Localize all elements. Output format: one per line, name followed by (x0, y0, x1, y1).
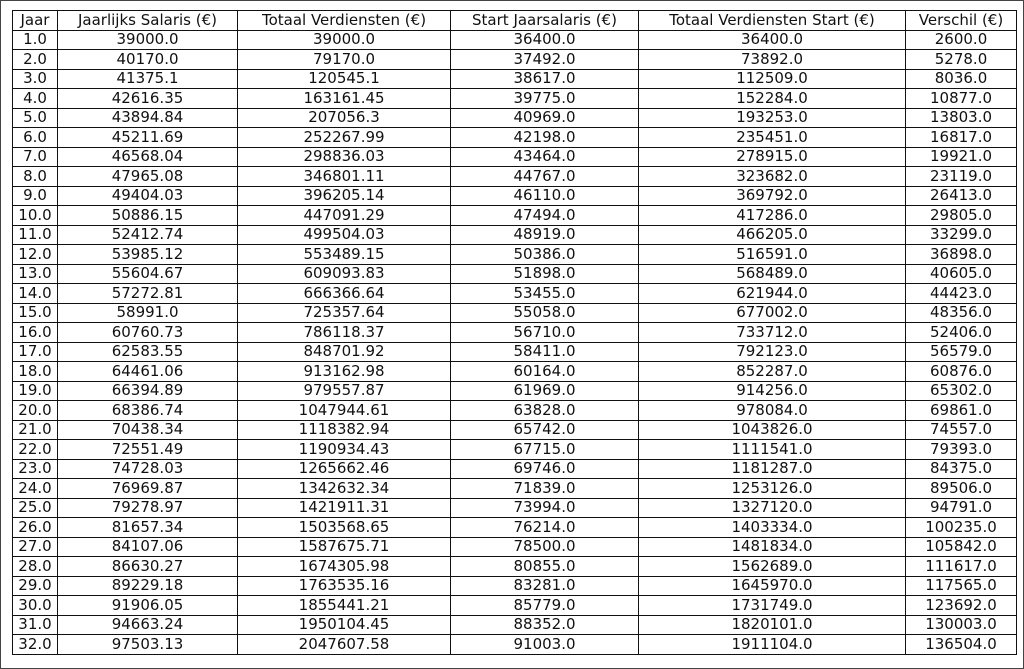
table-cell: 65742.0 (451, 420, 639, 440)
table-cell: 48919.0 (451, 225, 639, 245)
table-cell: 42198.0 (451, 128, 639, 148)
table-row (13, 537, 1017, 557)
table-cell: 38617.0 (451, 69, 639, 89)
table-header-row (13, 11, 1017, 31)
table-cell: 1190934.43 (238, 440, 451, 460)
table-cell: 60760.73 (58, 323, 238, 343)
table-cell: 120545.1 (238, 69, 451, 89)
salary-comparison-table (12, 10, 1017, 655)
table-row (13, 381, 1017, 401)
table-cell: 57272.81 (58, 284, 238, 304)
table-cell: 22.0 (13, 440, 58, 460)
table-cell: 323682.0 (639, 167, 906, 187)
table-cell: 79393.0 (906, 440, 1017, 460)
table-cell: 45211.69 (58, 128, 238, 148)
table-cell: 66394.89 (58, 381, 238, 401)
table-cell: 10.0 (13, 206, 58, 226)
table-cell: 28.0 (13, 557, 58, 577)
table-cell: 70438.34 (58, 420, 238, 440)
table-cell: 36898.0 (906, 245, 1017, 265)
table-cell: 64461.06 (58, 362, 238, 382)
table-cell: 73892.0 (639, 50, 906, 70)
table-cell: 677002.0 (639, 303, 906, 323)
table-cell: 852287.0 (639, 362, 906, 382)
table-cell: 346801.11 (238, 167, 451, 187)
table-cell: 193253.0 (639, 108, 906, 128)
table-cell: 56579.0 (906, 342, 1017, 362)
table-cell: 69861.0 (906, 401, 1017, 421)
table-cell: 1047944.61 (238, 401, 451, 421)
table-cell: 40969.0 (451, 108, 639, 128)
table-cell: 278915.0 (639, 147, 906, 167)
table-cell: 786118.37 (238, 323, 451, 343)
table-row (13, 342, 1017, 362)
table-cell: 46568.04 (58, 147, 238, 167)
table-row (13, 245, 1017, 265)
table-row (13, 69, 1017, 89)
table-cell: 89506.0 (906, 479, 1017, 499)
table-cell: 20.0 (13, 401, 58, 421)
table-cell: 63828.0 (451, 401, 639, 421)
table-cell: 41375.1 (58, 69, 238, 89)
table-cell: 7.0 (13, 147, 58, 167)
table-cell: 3.0 (13, 69, 58, 89)
table-cell: 76214.0 (451, 518, 639, 538)
column-header-jaarlijks-salaris: Jaarlijks Salaris (€) (58, 11, 238, 31)
table-cell: 1587675.71 (238, 537, 451, 557)
table-cell: 53455.0 (451, 284, 639, 304)
table-cell: 16817.0 (906, 128, 1017, 148)
table-row (13, 498, 1017, 518)
table-cell: 58411.0 (451, 342, 639, 362)
table-cell: 1481834.0 (639, 537, 906, 557)
table-body (13, 30, 1017, 654)
table-cell: 26413.0 (906, 186, 1017, 206)
table-row (13, 206, 1017, 226)
table-row (13, 440, 1017, 460)
table-cell: 23119.0 (906, 167, 1017, 187)
table-row (13, 147, 1017, 167)
table-cell: 42616.35 (58, 89, 238, 109)
table-cell: 44767.0 (451, 167, 639, 187)
table-cell: 89229.18 (58, 576, 238, 596)
table-cell: 4.0 (13, 89, 58, 109)
table-cell: 40170.0 (58, 50, 238, 70)
table-cell: 47965.08 (58, 167, 238, 187)
table-cell: 60876.0 (906, 362, 1017, 382)
table-cell: 58991.0 (58, 303, 238, 323)
table-cell: 18.0 (13, 362, 58, 382)
table-cell: 73994.0 (451, 498, 639, 518)
table-cell: 369792.0 (639, 186, 906, 206)
table-cell: 666366.64 (238, 284, 451, 304)
table-cell: 94791.0 (906, 498, 1017, 518)
table-cell: 25.0 (13, 498, 58, 518)
table-cell: 46110.0 (451, 186, 639, 206)
table-row (13, 323, 1017, 343)
table-cell: 65302.0 (906, 381, 1017, 401)
table-row (13, 284, 1017, 304)
table-cell: 447091.29 (238, 206, 451, 226)
table-cell: 43894.84 (58, 108, 238, 128)
table-cell: 1645970.0 (639, 576, 906, 596)
table-cell: 68386.74 (58, 401, 238, 421)
table-cell: 30.0 (13, 596, 58, 616)
table-cell: 48356.0 (906, 303, 1017, 323)
table-row (13, 420, 1017, 440)
table-cell: 417286.0 (639, 206, 906, 226)
table-cell: 1253126.0 (639, 479, 906, 499)
table-cell: 91003.0 (451, 635, 639, 655)
table-cell: 24.0 (13, 479, 58, 499)
table-cell: 8.0 (13, 167, 58, 187)
table-cell: 1043826.0 (639, 420, 906, 440)
table-cell: 79170.0 (238, 50, 451, 70)
table-row (13, 576, 1017, 596)
table-cell: 36400.0 (451, 30, 639, 50)
table-cell: 13803.0 (906, 108, 1017, 128)
table-row (13, 479, 1017, 499)
table-cell: 47494.0 (451, 206, 639, 226)
table-cell: 6.0 (13, 128, 58, 148)
column-header-jaar: Jaar (13, 11, 58, 31)
table-row (13, 596, 1017, 616)
column-header-verschil: Verschil (€) (906, 11, 1017, 31)
table-cell: 56710.0 (451, 323, 639, 343)
table-cell: 52406.0 (906, 323, 1017, 343)
table-cell: 1731749.0 (639, 596, 906, 616)
table-cell: 1342632.34 (238, 479, 451, 499)
table-cell: 84375.0 (906, 459, 1017, 479)
table-row (13, 186, 1017, 206)
table-row (13, 264, 1017, 284)
table-cell: 67715.0 (451, 440, 639, 460)
column-header-start-jaarsalaris: Start Jaarsalaris (€) (451, 11, 639, 31)
table-cell: 26.0 (13, 518, 58, 538)
table-cell: 27.0 (13, 537, 58, 557)
table-cell: 111617.0 (906, 557, 1017, 577)
table-cell: 725357.64 (238, 303, 451, 323)
table-cell: 1327120.0 (639, 498, 906, 518)
table-cell: 621944.0 (639, 284, 906, 304)
table-cell: 1950104.45 (238, 615, 451, 635)
table-cell: 1118382.94 (238, 420, 451, 440)
table-cell: 43464.0 (451, 147, 639, 167)
table-cell: 913162.98 (238, 362, 451, 382)
table-row (13, 557, 1017, 577)
table-cell: 396205.14 (238, 186, 451, 206)
table-cell: 1820101.0 (639, 615, 906, 635)
table-cell: 39000.0 (58, 30, 238, 50)
table-cell: 252267.99 (238, 128, 451, 148)
table-cell: 72551.49 (58, 440, 238, 460)
table-row (13, 362, 1017, 382)
table-cell: 29805.0 (906, 206, 1017, 226)
table-cell: 16.0 (13, 323, 58, 343)
table-cell: 21.0 (13, 420, 58, 440)
table-cell: 50386.0 (451, 245, 639, 265)
table-cell: 914256.0 (639, 381, 906, 401)
table-cell: 91906.05 (58, 596, 238, 616)
table-cell: 39000.0 (238, 30, 451, 50)
table-cell: 33299.0 (906, 225, 1017, 245)
table-row (13, 108, 1017, 128)
table-cell: 2047607.58 (238, 635, 451, 655)
table-cell: 733712.0 (639, 323, 906, 343)
table-cell: 76969.87 (58, 479, 238, 499)
table-cell: 207056.3 (238, 108, 451, 128)
table-cell: 69746.0 (451, 459, 639, 479)
table-cell: 84107.06 (58, 537, 238, 557)
table-cell: 81657.34 (58, 518, 238, 538)
table-cell: 979557.87 (238, 381, 451, 401)
table-cell: 62583.55 (58, 342, 238, 362)
table-cell: 51898.0 (451, 264, 639, 284)
table-cell: 29.0 (13, 576, 58, 596)
table-cell: 74728.03 (58, 459, 238, 479)
table-row (13, 459, 1017, 479)
table-cell: 466205.0 (639, 225, 906, 245)
table-cell: 1855441.21 (238, 596, 451, 616)
table-cell: 39775.0 (451, 89, 639, 109)
table-row (13, 303, 1017, 323)
table-cell: 553489.15 (238, 245, 451, 265)
table-cell: 83281.0 (451, 576, 639, 596)
table-cell: 1562689.0 (639, 557, 906, 577)
table-cell: 49404.03 (58, 186, 238, 206)
table-cell: 117565.0 (906, 576, 1017, 596)
table-cell: 1763535.16 (238, 576, 451, 596)
table-cell: 1181287.0 (639, 459, 906, 479)
table-cell: 74557.0 (906, 420, 1017, 440)
table-row (13, 128, 1017, 148)
table-cell: 848701.92 (238, 342, 451, 362)
table-cell: 152284.0 (639, 89, 906, 109)
table-cell: 94663.24 (58, 615, 238, 635)
table-cell: 79278.97 (58, 498, 238, 518)
table-cell: 71839.0 (451, 479, 639, 499)
table-cell: 31.0 (13, 615, 58, 635)
table-cell: 97503.13 (58, 635, 238, 655)
table-cell: 1911104.0 (639, 635, 906, 655)
table-cell: 8036.0 (906, 69, 1017, 89)
table-cell: 32.0 (13, 635, 58, 655)
table-row (13, 225, 1017, 245)
table-cell: 1421911.31 (238, 498, 451, 518)
table-cell: 112509.0 (639, 69, 906, 89)
table-row (13, 30, 1017, 50)
column-header-totaal-verdiensten-start: Totaal Verdiensten Start (€) (639, 11, 906, 31)
table-cell: 52412.74 (58, 225, 238, 245)
table-cell: 13.0 (13, 264, 58, 284)
table-cell: 17.0 (13, 342, 58, 362)
table-cell: 55604.67 (58, 264, 238, 284)
table-cell: 100235.0 (906, 518, 1017, 538)
table-row (13, 401, 1017, 421)
table-cell: 50886.15 (58, 206, 238, 226)
table-cell: 55058.0 (451, 303, 639, 323)
table-row (13, 518, 1017, 538)
table-row (13, 635, 1017, 655)
table-cell: 2.0 (13, 50, 58, 70)
table-cell: 19.0 (13, 381, 58, 401)
table-cell: 298836.03 (238, 147, 451, 167)
table-cell: 5278.0 (906, 50, 1017, 70)
table-cell: 88352.0 (451, 615, 639, 635)
table-cell: 1111541.0 (639, 440, 906, 460)
table-cell: 1265662.46 (238, 459, 451, 479)
table-cell: 1403334.0 (639, 518, 906, 538)
table-row (13, 50, 1017, 70)
table-cell: 609093.83 (238, 264, 451, 284)
table-cell: 44423.0 (906, 284, 1017, 304)
table-cell: 61969.0 (451, 381, 639, 401)
table-cell: 10877.0 (906, 89, 1017, 109)
table-cell: 516591.0 (639, 245, 906, 265)
table-cell: 978084.0 (639, 401, 906, 421)
table-cell: 36400.0 (639, 30, 906, 50)
table-cell: 15.0 (13, 303, 58, 323)
table-cell: 37492.0 (451, 50, 639, 70)
table-cell: 53985.12 (58, 245, 238, 265)
table-cell: 78500.0 (451, 537, 639, 557)
table-cell: 499504.03 (238, 225, 451, 245)
table-cell: 235451.0 (639, 128, 906, 148)
table-row (13, 615, 1017, 635)
table-cell: 130003.0 (906, 615, 1017, 635)
table-cell: 14.0 (13, 284, 58, 304)
table-cell: 40605.0 (906, 264, 1017, 284)
table-cell: 60164.0 (451, 362, 639, 382)
table-cell: 85779.0 (451, 596, 639, 616)
table-cell: 1674305.98 (238, 557, 451, 577)
table-cell: 792123.0 (639, 342, 906, 362)
table-cell: 568489.0 (639, 264, 906, 284)
table-cell: 86630.27 (58, 557, 238, 577)
table-cell: 9.0 (13, 186, 58, 206)
column-header-totaal-verdiensten: Totaal Verdiensten (€) (238, 11, 451, 31)
table-cell: 1503568.65 (238, 518, 451, 538)
table-cell: 2600.0 (906, 30, 1017, 50)
table-cell: 11.0 (13, 225, 58, 245)
table-cell: 19921.0 (906, 147, 1017, 167)
table-cell: 1.0 (13, 30, 58, 50)
table-cell: 12.0 (13, 245, 58, 265)
table-cell: 105842.0 (906, 537, 1017, 557)
table-cell: 123692.0 (906, 596, 1017, 616)
table-cell: 80855.0 (451, 557, 639, 577)
table-cell: 163161.45 (238, 89, 451, 109)
table-cell: 23.0 (13, 459, 58, 479)
table-row (13, 167, 1017, 187)
table-cell: 5.0 (13, 108, 58, 128)
table-row (13, 89, 1017, 109)
table-cell: 136504.0 (906, 635, 1017, 655)
